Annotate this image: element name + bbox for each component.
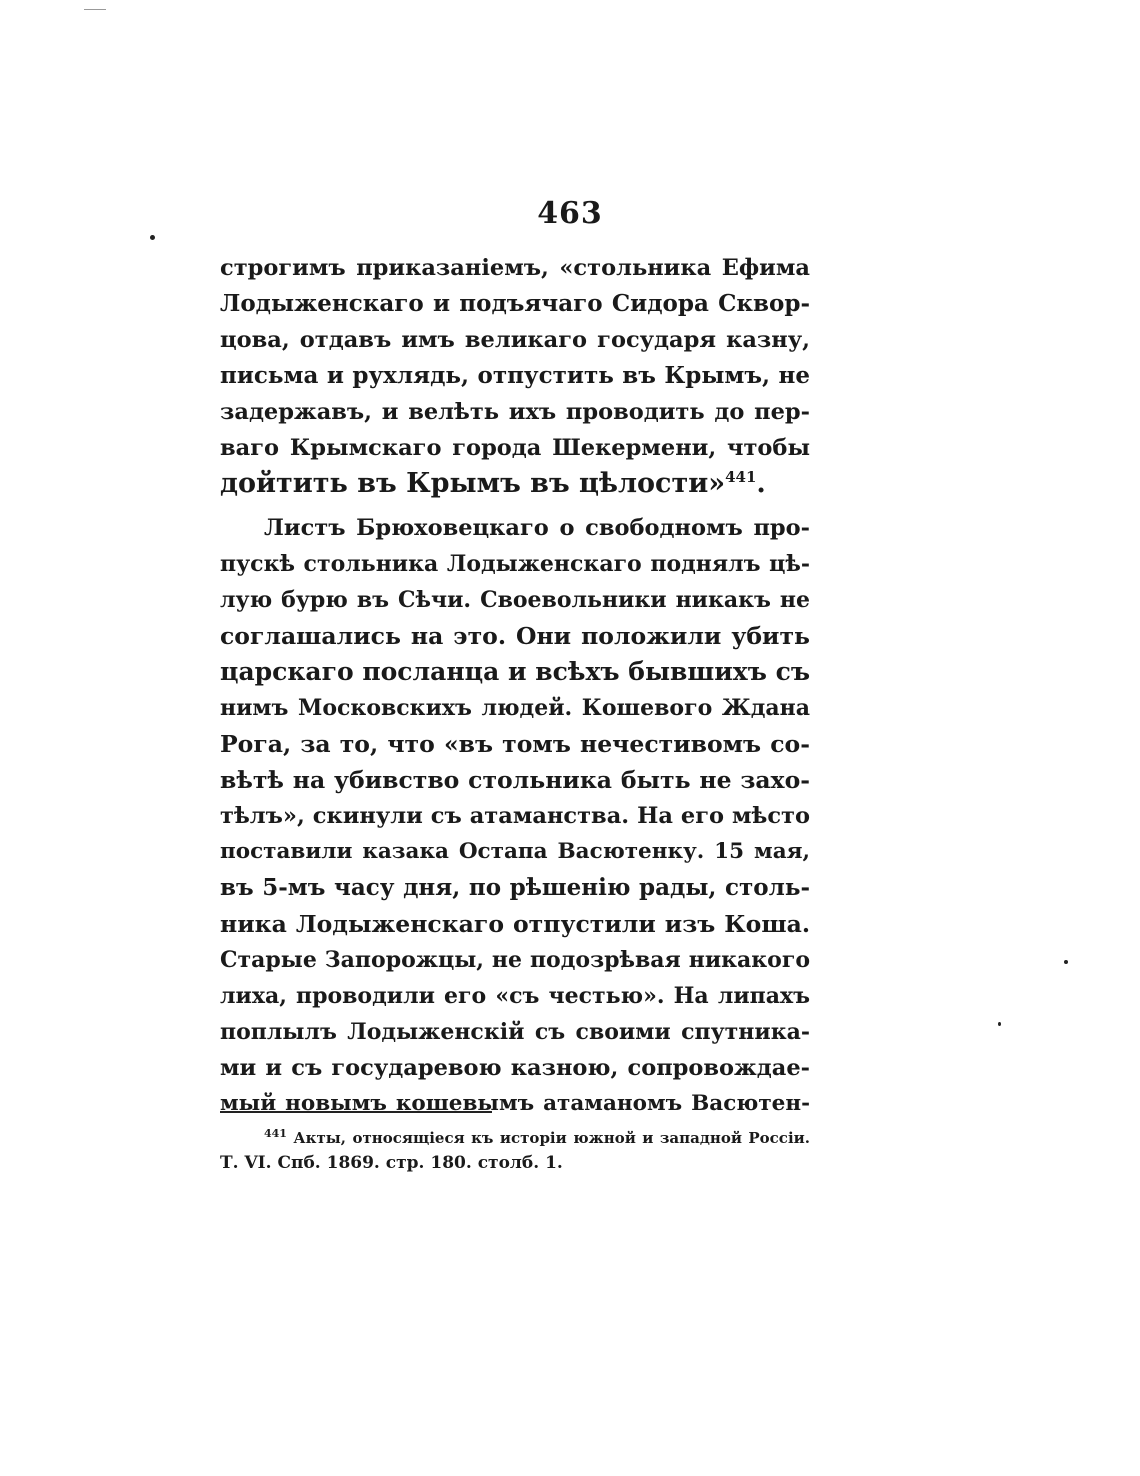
text-line: соглашались на это. Они положили убить xyxy=(220,622,810,650)
text-line: царскаго посланца и всѣхъ бывшихъ съ xyxy=(220,657,810,686)
text-line-end: . xyxy=(756,468,766,499)
main-text xyxy=(220,250,810,1122)
footnote-line: Т. VI. Спб. 1869. стр. 180. столб. 1. xyxy=(220,1153,563,1173)
text-line: въ 5-мъ часу дня, по рѣшенію рады, столь- xyxy=(220,874,810,901)
text-line: тѣлъ», скинули съ атаманства. На его мѣсто xyxy=(220,803,810,829)
scan-speck xyxy=(84,9,106,10)
text-line: Рога, за то, что «въ томъ нечестивомъ со- xyxy=(220,730,810,758)
text-line: Листъ Брюховецкаго о свободномъ про- xyxy=(264,515,810,541)
footnote-divider xyxy=(220,1111,492,1113)
scan-speck xyxy=(150,235,155,240)
text-line: строгимъ приказаніемъ, «стольника Ефима xyxy=(220,255,810,281)
text-line: поплылъ Лодыженскій съ своими спутника- xyxy=(220,1019,810,1045)
text-line: ника Лодыженскаго отпустили изъ Коша. xyxy=(220,910,810,938)
text-line: мый новымъ кошевымъ атаманомъ Васютен- xyxy=(220,1091,810,1116)
text-line: пускѣ стольника Лодыженскаго поднялъ цѣ- xyxy=(220,551,810,577)
footnote-reference[interactable]: 441 xyxy=(725,468,757,486)
text-line-content: дойтить въ Крымъ въ цѣлости» xyxy=(220,468,726,499)
text-line: лую бурю въ Сѣчи. Своевольники никакъ не xyxy=(220,587,810,613)
scan-speck xyxy=(998,1022,1001,1026)
text-line: письма и рухлядь, отпустить въ Крымъ, не xyxy=(220,362,810,389)
text-line: Лодыженскаго и подъячаго Сидора Сквор- xyxy=(220,290,810,317)
text-line: лиха, проводили его «съ честью». На липахъ xyxy=(220,983,810,1009)
text-line xyxy=(220,466,810,502)
text-line: нимъ Московскихъ людей. Кошевого Ждана xyxy=(220,695,810,721)
footnote-number: 441 xyxy=(264,1127,287,1140)
text-line: цова, отдавъ имъ великаго государя казну, xyxy=(220,327,810,353)
footnote-text: Акты, относящіеся къ исторіи южной и западной Россіи. xyxy=(293,1129,810,1147)
text-line: вѣтѣ на убивство стольника быть не захо- xyxy=(220,766,810,794)
footnote xyxy=(220,1126,810,1176)
text-line: задержавъ, и велѣть ихъ проводить до пер- xyxy=(220,399,810,425)
footnote-line xyxy=(220,1126,810,1151)
page-number: 463 xyxy=(537,196,603,231)
text-line: Старые Запорожцы, не подозрѣвая никакого xyxy=(220,947,810,973)
text-line: ми и съ государевою казною, сопровождае- xyxy=(220,1055,810,1081)
scan-speck xyxy=(1064,960,1068,964)
text-line: ваго Крымскаго города Шекермени, чтобы xyxy=(220,435,810,461)
text-line: поставили казака Остапа Васютенку. 15 мая, xyxy=(220,839,810,864)
